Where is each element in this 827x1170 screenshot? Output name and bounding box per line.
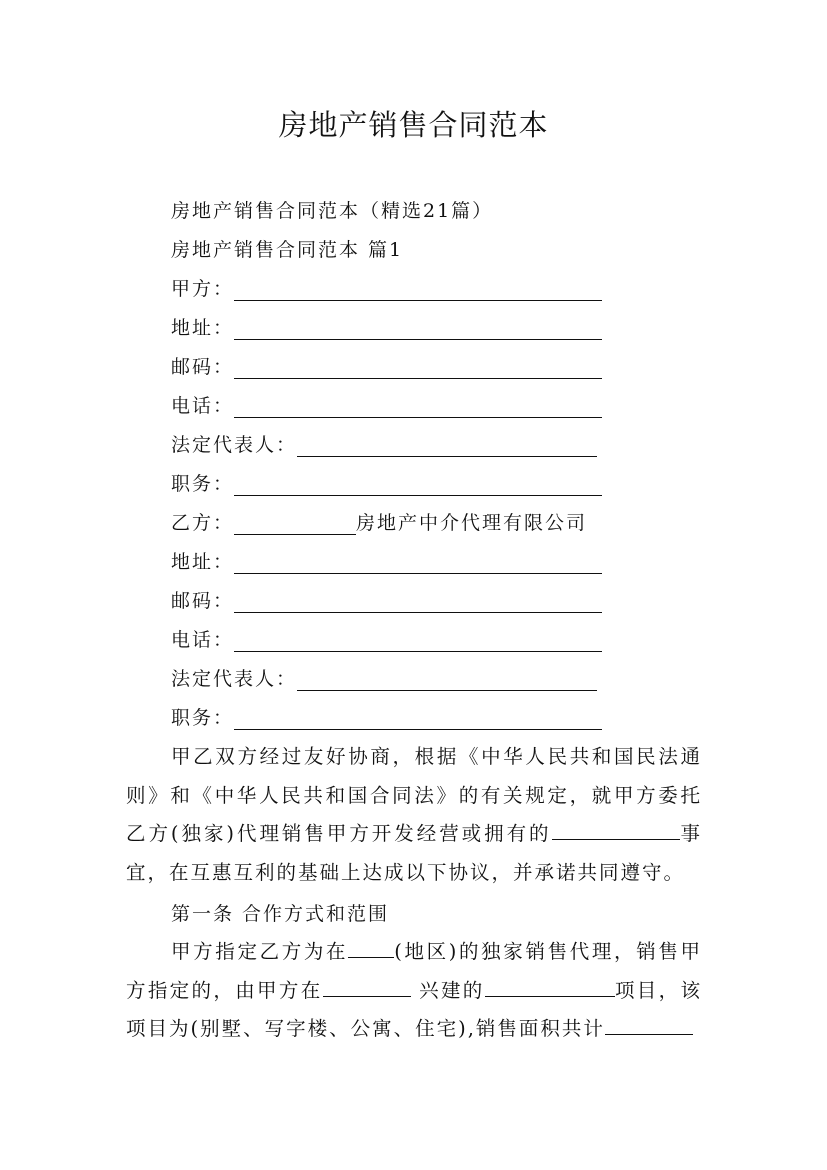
party-a-position-field <box>171 472 602 496</box>
field-label: 邮码： <box>171 356 235 378</box>
field-label: 地址： <box>171 317 235 339</box>
party-a-name-field <box>171 277 602 301</box>
cooperation-paragraph <box>126 933 702 1049</box>
blank-line <box>234 711 602 730</box>
article-heading: 第一条 合作方式和范围 <box>171 903 390 925</box>
blank-line <box>234 633 602 652</box>
company-suffix: 房地产中介代理有限公司 <box>356 512 588 534</box>
party-a-postcode-field <box>171 355 602 379</box>
party-a-rep-field <box>171 433 597 457</box>
document-title: 房地产销售合同范本 <box>278 108 549 142</box>
field-label: 邮码： <box>171 590 235 612</box>
section-heading: 房地产销售合同范本 篇1 <box>171 239 404 261</box>
paragraph-text: 甲方指定乙方为在 <box>171 940 349 963</box>
field-label: 职务： <box>171 707 235 729</box>
field-label: 职务： <box>171 473 235 495</box>
party-b-position-field <box>171 706 602 730</box>
field-label: 法定代表人： <box>171 668 298 690</box>
field-label: 地址： <box>171 551 235 573</box>
blank-line <box>485 978 615 997</box>
party-b-postcode-field <box>171 589 602 613</box>
blank-line <box>234 321 602 340</box>
party-b-rep-field <box>171 667 597 691</box>
party-b-phone-field <box>171 628 602 652</box>
party-a-address-field <box>171 316 602 340</box>
blank-line <box>234 516 356 535</box>
agreement-paragraph <box>126 738 702 893</box>
field-label: 甲方： <box>171 278 235 300</box>
paragraph-text: 事宜，在互惠互利的基础上达成以下协议，并承诺共同遵守。 <box>126 822 702 885</box>
blank-line <box>323 978 411 997</box>
field-label: 电话： <box>171 395 235 417</box>
blank-line <box>234 282 602 301</box>
paragraph-text: 项目，该项目为(别墅、写字楼、公寓、住宅),销售面积共计 <box>126 978 702 1041</box>
blank-line <box>234 399 602 418</box>
subtitle: 房地产销售合同范本（精选21篇） <box>171 200 494 222</box>
party-b-name-field <box>171 511 587 535</box>
blank-line <box>552 821 680 840</box>
blank-line <box>234 360 602 379</box>
blank-line <box>297 438 597 457</box>
party-a-phone-field <box>171 394 602 418</box>
field-label: 电话： <box>171 629 235 651</box>
blank-line <box>234 594 602 613</box>
blank-line <box>234 555 602 574</box>
blank-line <box>234 477 602 496</box>
paragraph-text: (地区)的独家销售代理，销售甲方指定的，由甲方在 <box>126 940 702 1002</box>
field-label: 乙方： <box>171 512 235 534</box>
field-label: 法定代表人： <box>171 434 298 456</box>
blank-line <box>297 672 597 691</box>
blank-line <box>348 939 394 958</box>
paragraph-text: 兴建的 <box>410 978 485 1002</box>
blank-line <box>605 1016 693 1035</box>
party-b-address-field <box>171 550 602 574</box>
paragraph-text: 甲乙双方经过友好协商，根据《中华人民共和国民法通则》和《中华人民共和国合同法》的有关规定，就甲方委托乙方(独家)代理销售甲方开发经营或拥有的 <box>126 745 702 846</box>
